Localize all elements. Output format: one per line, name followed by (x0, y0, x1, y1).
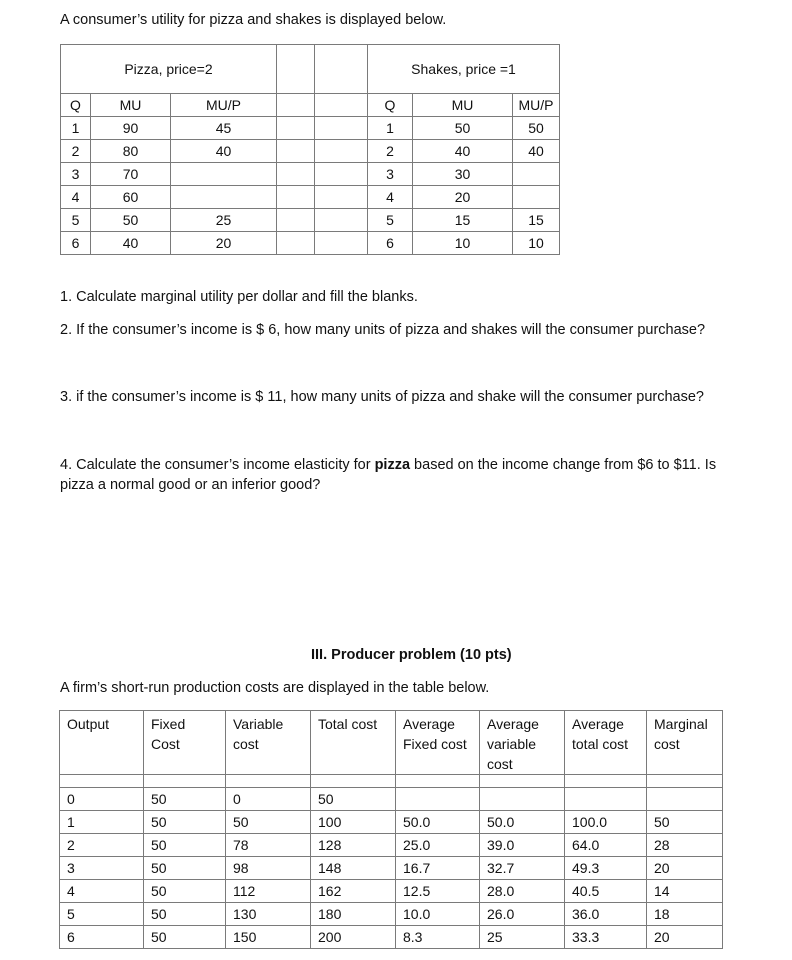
table-cell: 26.0 (480, 903, 565, 926)
column-header-line: Marginal (654, 716, 708, 732)
table-cell: 148 (311, 857, 396, 880)
table-cell: 4 (60, 880, 144, 903)
spacer-cell (311, 775, 396, 788)
table-cell: 2 (368, 140, 413, 163)
table-cell: 2 (60, 834, 144, 857)
utility-table-title-row (61, 45, 560, 94)
column-header: Q (368, 94, 413, 117)
spacer-cell (60, 775, 144, 788)
question-4 (60, 455, 716, 495)
table-cell: 128 (311, 834, 396, 857)
spacer-cell (277, 117, 315, 140)
table-cell: 25 (171, 209, 277, 232)
table-cell: 60 (91, 186, 171, 209)
table-cell: 12.5 (396, 880, 480, 903)
table-row (60, 834, 723, 857)
table-cell: 50 (144, 880, 226, 903)
table-cell: 6 (61, 232, 91, 255)
column-header: MU (413, 94, 513, 117)
cost-table-header-row (60, 711, 723, 775)
table-cell: 162 (311, 880, 396, 903)
table-cell (513, 163, 560, 186)
column-header-line: Average (487, 716, 539, 732)
pizza-header: Pizza, price=2 (61, 45, 277, 94)
spacer-cell (565, 775, 647, 788)
table-row (61, 117, 560, 140)
table-row (60, 903, 723, 926)
column-header: MU/P (171, 94, 277, 117)
column-header (647, 711, 723, 775)
table-cell: 50 (311, 788, 396, 811)
column-header (60, 711, 144, 775)
column-header (396, 711, 480, 775)
table-cell: 3 (368, 163, 413, 186)
table-cell: 50 (144, 834, 226, 857)
column-header: Q (61, 94, 91, 117)
column-header-line: Cost (151, 736, 180, 752)
column-header-line: cost (654, 736, 680, 752)
table-cell: 10 (413, 232, 513, 255)
table-cell: 50 (144, 857, 226, 880)
table-cell: 50.0 (480, 811, 565, 834)
table-cell: 0 (60, 788, 144, 811)
table-cell: 0 (226, 788, 311, 811)
cost-intro: A firm’s short-run production costs are displayed in the table below. (60, 680, 490, 696)
table-row (60, 788, 723, 811)
spacer-cell (315, 140, 368, 163)
table-cell: 2 (61, 140, 91, 163)
table-cell: 14 (647, 880, 723, 903)
table-cell: 49.3 (565, 857, 647, 880)
shakes-header: Shakes, price =1 (368, 45, 560, 94)
table-cell: 33.3 (565, 926, 647, 949)
spacer-cell (315, 163, 368, 186)
table-cell: 30 (413, 163, 513, 186)
table-row (60, 811, 723, 834)
table-cell: 100.0 (565, 811, 647, 834)
spacer-cell (277, 163, 315, 186)
table-cell: 28.0 (480, 880, 565, 903)
table-cell: 112 (226, 880, 311, 903)
column-header-line: Total cost (318, 716, 378, 732)
column-header-line: cost (487, 756, 513, 772)
table-cell: 4 (368, 186, 413, 209)
column-header-line: Output (67, 716, 110, 732)
column-header-line: Fixed (151, 716, 186, 732)
table-row (60, 926, 723, 949)
table-cell (171, 186, 277, 209)
table-row (61, 163, 560, 186)
table-row (61, 232, 560, 255)
table-cell: 25 (480, 926, 565, 949)
table-cell: 50.0 (396, 811, 480, 834)
spacer-cell (315, 94, 368, 117)
column-header (226, 711, 311, 775)
table-cell (171, 163, 277, 186)
spacer-cell (226, 775, 311, 788)
table-cell: 4 (61, 186, 91, 209)
question-3: 3. if the consumer’s income is $ 11, how many units of pizza and shake will the consumer purchase? (60, 389, 704, 405)
table-cell: 20 (647, 926, 723, 949)
table-cell: 6 (60, 926, 144, 949)
table-cell: 64.0 (565, 834, 647, 857)
question-4-line2: pizza a normal good or an inferior good? (60, 477, 321, 493)
column-header-line: Average (403, 716, 455, 732)
table-cell: 3 (61, 163, 91, 186)
table-cell: 16.7 (396, 857, 480, 880)
table-cell: 3 (60, 857, 144, 880)
column-header-line: Fixed cost (403, 736, 467, 752)
spacer-cell (315, 45, 368, 94)
table-cell: 98 (226, 857, 311, 880)
table-cell: 150 (226, 926, 311, 949)
spacer-cell (277, 140, 315, 163)
spacer-cell (315, 232, 368, 255)
utility-table-column-header-row (61, 94, 560, 117)
table-cell: 5 (60, 903, 144, 926)
column-header (144, 711, 226, 775)
table-cell: 50 (226, 811, 311, 834)
spacer-cell (277, 209, 315, 232)
column-header-line: Average (572, 716, 624, 732)
table-cell: 15 (513, 209, 560, 232)
table-cell: 20 (413, 186, 513, 209)
table-cell: 20 (171, 232, 277, 255)
table-cell: 50 (91, 209, 171, 232)
table-cell (565, 788, 647, 811)
column-header (480, 711, 565, 775)
column-header-line: Variable (233, 716, 284, 732)
column-header (311, 711, 396, 775)
spacer-cell (315, 186, 368, 209)
table-cell: 180 (311, 903, 396, 926)
spacer-cell (277, 94, 315, 117)
spacer-cell (647, 775, 723, 788)
table-cell: 15 (413, 209, 513, 232)
table-cell: 36.0 (565, 903, 647, 926)
column-header: MU (91, 94, 171, 117)
column-header-line: total cost (572, 736, 629, 752)
table-cell (513, 186, 560, 209)
column-header (565, 711, 647, 775)
table-cell: 40 (513, 140, 560, 163)
table-cell (480, 788, 565, 811)
table-cell: 130 (226, 903, 311, 926)
column-header: MU/P (513, 94, 560, 117)
table-cell: 40 (171, 140, 277, 163)
spacer-cell (277, 186, 315, 209)
table-cell: 50 (144, 926, 226, 949)
table-cell: 50 (513, 117, 560, 140)
spacer-cell (277, 45, 315, 94)
question-4-bold: pizza (374, 457, 411, 473)
table-cell: 1 (60, 811, 144, 834)
spacer-cell (277, 232, 315, 255)
spacer-cell (315, 117, 368, 140)
table-cell: 10.0 (396, 903, 480, 926)
question-2: 2. If the consumer’s income is $ 6, how many units of pizza and shakes will the consumer purchase? (60, 322, 706, 338)
table-cell: 1 (61, 117, 91, 140)
table-cell: 70 (91, 163, 171, 186)
table-cell: 25.0 (396, 834, 480, 857)
table-cell: 90 (91, 117, 171, 140)
table-cell: 39.0 (480, 834, 565, 857)
table-row (60, 880, 723, 903)
table-cell (647, 788, 723, 811)
table-cell: 18 (647, 903, 723, 926)
table-cell: 40 (91, 232, 171, 255)
spacer-cell (144, 775, 226, 788)
table-cell: 1 (368, 117, 413, 140)
table-cell: 45 (171, 117, 277, 140)
table-row (60, 857, 723, 880)
table-cell: 50 (413, 117, 513, 140)
table-cell: 5 (368, 209, 413, 232)
table-cell: 50 (144, 811, 226, 834)
table-cell: 8.3 (396, 926, 480, 949)
table-cell: 5 (61, 209, 91, 232)
section-title: III. Producer problem (10 pts) (311, 647, 512, 663)
spacer-cell (315, 209, 368, 232)
table-row (61, 140, 560, 163)
cost-table (59, 710, 723, 949)
table-cell: 20 (647, 857, 723, 880)
utility-table (60, 44, 560, 255)
table-cell: 100 (311, 811, 396, 834)
table-cell: 28 (647, 834, 723, 857)
intro-text: A consumer’s utility for pizza and shakes is displayed below. (60, 12, 447, 28)
column-header-line: variable (487, 736, 537, 752)
column-header-line: cost (233, 736, 259, 752)
table-cell: 10 (513, 232, 560, 255)
blank-row (60, 775, 723, 788)
table-cell: 50 (647, 811, 723, 834)
question-1: 1. Calculate marginal utility per dollar and fill the blanks. (60, 289, 418, 305)
table-cell: 40 (413, 140, 513, 163)
table-cell: 80 (91, 140, 171, 163)
table-row (61, 209, 560, 232)
spacer-cell (480, 775, 565, 788)
question-4-text-end: based on the income change from $6 to $11. Is (410, 457, 717, 473)
spacer-cell (396, 775, 480, 788)
table-cell (396, 788, 480, 811)
table-cell: 78 (226, 834, 311, 857)
table-cell: 200 (311, 926, 396, 949)
question-4-text: 4. Calculate the consumer’s income elasticity for (60, 457, 375, 473)
table-row (61, 186, 560, 209)
table-cell: 32.7 (480, 857, 565, 880)
table-cell: 50 (144, 903, 226, 926)
table-cell: 40.5 (565, 880, 647, 903)
table-cell: 50 (144, 788, 226, 811)
table-cell: 6 (368, 232, 413, 255)
